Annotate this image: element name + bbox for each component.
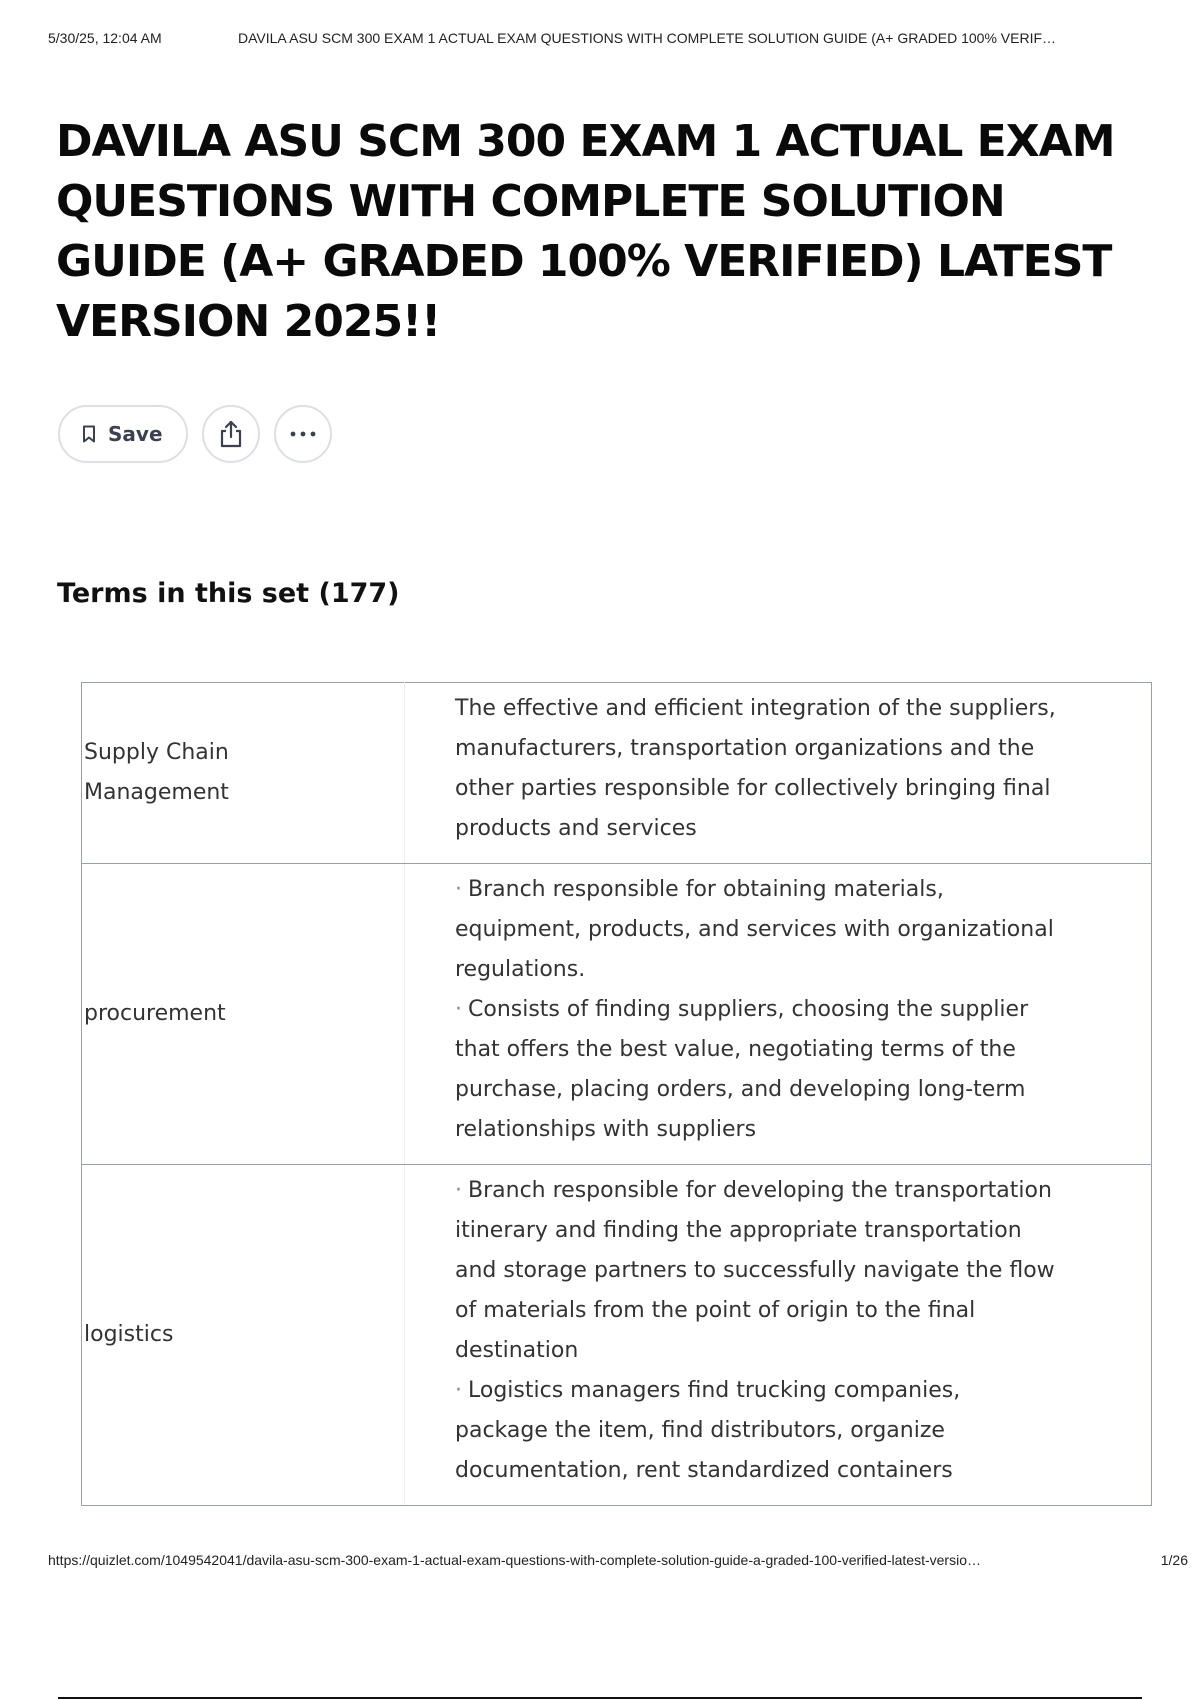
definition-bullet <box>455 870 1121 990</box>
definition-bullet <box>455 1171 1121 1371</box>
definition-text: regulations. <box>455 957 586 982</box>
definition-line: Logistics managers find trucking companies, <box>468 1378 961 1403</box>
term-cell <box>82 683 405 864</box>
definition-text <box>455 1171 1121 1211</box>
definition-text: purchase, placing orders, and developing long-term <box>455 1077 1026 1102</box>
definition-text <box>455 990 1121 1030</box>
bullet-dot: · <box>455 1178 462 1203</box>
bookmark-icon <box>82 425 96 443</box>
more-options-button[interactable] <box>274 405 332 463</box>
page-title: DAVILA ASU SCM 300 EXAM 1 ACTUAL EXAM QUESTIONS WITH COMPLETE SOLUTION GUIDE (A+ GRADED 100% VERIFIED) LATEST VERSION 2025!! <box>56 116 1115 347</box>
definition-text: manufacturers, transportation organizations and the <box>455 736 1035 761</box>
term-text: logistics <box>84 1322 174 1347</box>
bullet-dot: · <box>455 1378 462 1403</box>
bullet-dot: · <box>455 997 462 1022</box>
share-icon <box>218 420 244 448</box>
definition-text <box>455 1371 1121 1411</box>
term-cell <box>82 1165 405 1506</box>
definition-text: destination <box>455 1338 579 1363</box>
definition-bullet <box>455 1371 1121 1491</box>
definition-text: package the item, find distributors, organize <box>455 1418 945 1443</box>
term-text: Supply Chain <box>84 740 229 765</box>
terms-heading: Terms in this set (177) <box>57 578 400 609</box>
definition-line: Branch responsible for developing the transportation <box>468 1178 1052 1203</box>
definition-text: of materials from the point of origin to the final <box>455 1298 976 1323</box>
save-button[interactable] <box>58 405 188 463</box>
definition-text: itinerary and finding the appropriate transportation <box>455 1218 1022 1243</box>
print-date: 5/30/25, 12:04 AM <box>48 30 162 46</box>
print-url: https://quizlet.com/1049542041/davila-asu-scm-300-exam-1-actual-exam-questions-with-complete-solution-guide-a-graded-100-verified-latest-versio… <box>48 1552 981 1568</box>
definition-text: products and services <box>455 816 697 841</box>
definition-line: Consists of finding suppliers, choosing the supplier <box>468 997 1029 1022</box>
definition-text <box>455 870 1121 910</box>
term-row-procurement <box>82 864 1152 1165</box>
definition-text: and storage partners to successfully navigate the flow <box>455 1258 1055 1283</box>
terms-table <box>81 682 1152 1506</box>
print-header <box>48 30 1188 50</box>
definition-cell <box>405 864 1152 1165</box>
definition-cell <box>405 1165 1152 1506</box>
definition-text: that offers the best value, negotiating terms of the <box>455 1037 1016 1062</box>
term-cell <box>82 864 405 1165</box>
term-text: Management <box>84 780 229 805</box>
definition-line: Branch responsible for obtaining materials, <box>468 877 944 902</box>
page-divider <box>58 1697 1142 1699</box>
print-footer <box>48 1552 1188 1572</box>
definition-text: equipment, products, and services with organizational <box>455 917 1054 942</box>
term-row-supply-chain-management <box>82 683 1152 864</box>
save-button-label: Save <box>108 422 163 446</box>
definition-cell <box>405 683 1152 864</box>
more-icon <box>289 430 317 438</box>
action-bar <box>58 404 332 464</box>
definition-text: documentation, rent standardized containers <box>455 1458 953 1483</box>
definition-text: other parties responsible for collectively bringing final <box>455 776 1051 801</box>
definition-text: relationships with suppliers <box>455 1117 757 1142</box>
print-doc-title: DAVILA ASU SCM 300 EXAM 1 ACTUAL EXAM QUESTIONS WITH COMPLETE SOLUTION GUIDE (A+ GRADED 100% VERIF… <box>238 30 1057 46</box>
page-number: 1/26 <box>1160 1552 1188 1568</box>
share-button[interactable] <box>202 405 260 463</box>
term-row-logistics <box>82 1165 1152 1506</box>
bullet-dot: · <box>455 877 462 902</box>
definition-text: The effective and efficient integration of the suppliers, <box>455 696 1056 721</box>
term-text: procurement <box>84 1001 226 1026</box>
definition-bullet <box>455 990 1121 1150</box>
